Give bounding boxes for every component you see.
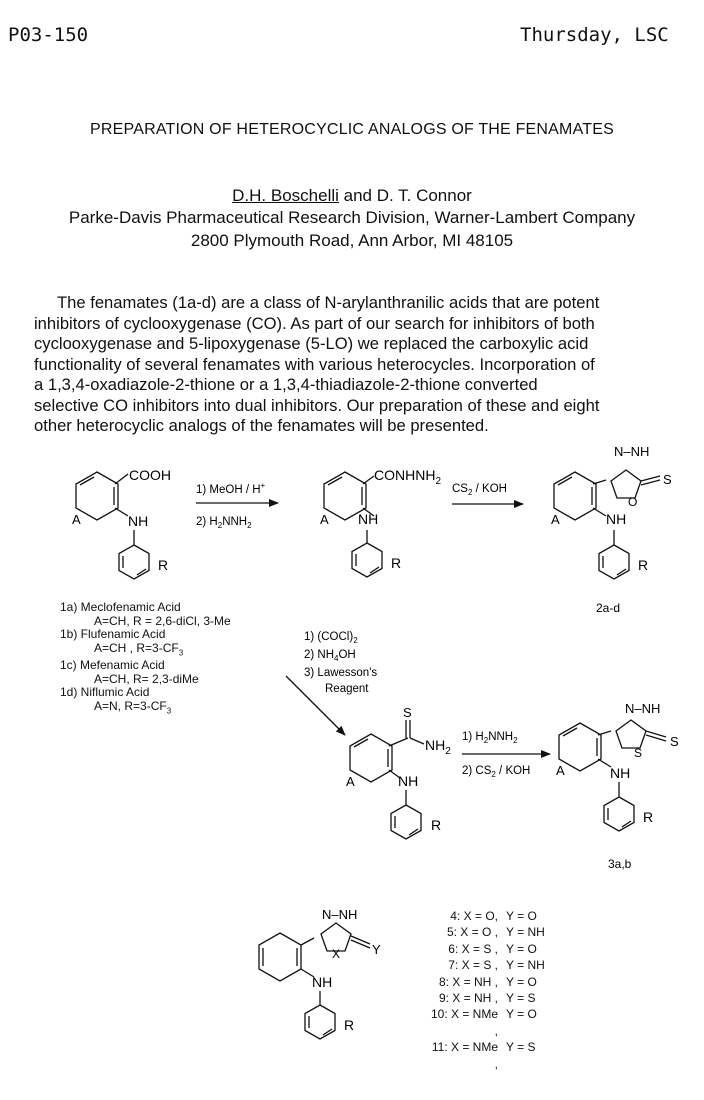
reagent-hydrazine: 1) $H_2NNH_2$ [462,731,518,745]
nh-label: NH [312,974,333,990]
compound-row [428,974,545,990]
a-label: A [72,512,81,527]
reagent-cs2: $CS_2$ / KOH [452,483,507,497]
nh-label: NH [610,765,631,781]
compound-y: Y = S [506,1040,536,1055]
r-label: R [158,557,169,573]
cooh-label: COOH [129,467,171,483]
compound-y: Y = S [506,991,536,1006]
x-label: X [332,947,341,961]
r-label: R [431,817,442,833]
o-label: O [628,495,638,509]
author-rest: and D. T. Connor [338,186,472,205]
affiliation-line: 2800 Plymouth Road, Ann Arbor, MI 48105 [190,231,514,250]
reagent-1: 1) MeOH / H+ [196,481,266,496]
reagent-2: 2) $H_2NNH_2$ [196,516,252,530]
compound-row [428,990,545,1006]
a-label: A [346,774,355,789]
structure-3-thiadiazolethione [556,701,679,871]
nh-label: NH [128,513,149,529]
compound-row [428,957,545,973]
compound-x: 8: X = NH , [438,974,498,989]
s-ring-label: S [634,746,643,760]
abstract-line: cyclooxygenase and 5-lipoxygenase (5-LO) we replaced the carboxylic acid [34,334,589,353]
n-nh-label: N–NH [614,444,650,459]
compound-y: Y = NH [506,925,545,940]
compound-x: 11: X = NMe , [431,1040,498,1071]
n-nh-label: N–NH [322,907,358,922]
nh-label: NH [398,773,419,789]
reagent-cs2-koh: 2) $CS_2$ / KOH [462,765,531,779]
a-label: A [556,763,565,778]
compound-row [428,924,545,940]
fenamate-list [60,601,231,718]
fenamate-name: 1c) Mefenamic Acid [60,658,165,673]
compound-y: Y = O [506,974,537,989]
a-label: A [320,512,329,527]
affiliation-line: Parke-Davis Pharmaceutical Research Division, Warner-Lambert Company [68,208,636,227]
session-info: Thursday, LSC [520,24,669,46]
r-label: R [344,1017,355,1033]
conhnh2-label: $CONHNH_2$ [374,467,442,487]
nh-label: NH [606,511,627,527]
compound-x: 6: X = S , [448,941,498,956]
fenamate-name: 1d) Niflumic Acid [60,685,150,700]
compound-list [428,908,545,1072]
structure-hydrazide [320,467,441,577]
s-label: S [670,734,679,749]
reagent-nh4oh: 2) $NH_4OH$ [304,649,356,663]
abstract-line: functionality of several fenamates with various heterocycles. Incorporation of [34,354,595,374]
structure-thioamide [346,705,451,839]
s-label: S [663,472,672,487]
compound-x: 9: X = NH , [438,991,498,1006]
reagent-lawesson: 3) Lawesson's [304,667,378,679]
r-label: R [391,555,402,571]
reagent-lawesson-2: Reagent [325,683,369,695]
compound-x: 4: X = O, [450,909,498,923]
compound-y: Y = O [506,941,537,956]
compound-x: 7: X = S , [448,958,498,973]
compound-y: Y = NH [506,958,545,973]
fenamate-detail: A=CH , $R=3-CF_3$ [94,640,184,657]
fenamate-detail: A=CH, R = 2,6-diCl, 3-Me [94,613,231,628]
compound-label-3ab: 3a,b [608,857,632,871]
structure-1-fenamate [72,467,171,579]
structure-2-oxadiazolethione [551,444,672,615]
compound-row [428,1039,545,1072]
compound-x: 10: X = NMe , [430,1007,498,1038]
compound-y: Y = O [506,909,537,923]
document-id: P03-150 [8,24,89,46]
nh-label: NH [358,511,379,527]
abstract-line: selective CO inhibitors into dual inhibitors. Our preparation of these and eight [34,395,600,415]
fenamate-name: 1b) Flufenamic Acid [60,627,166,641]
paper-title: PREPARATION OF HETEROCYCLIC ANALOGS OF THE FENAMATES [90,121,614,138]
abstract-line: inhibitors of cyclooxygenase (CO). As part of our search for inhibitors of both [34,313,595,333]
compound-row [428,941,545,957]
compound-label-2ad: 2a-d [596,601,621,615]
fenamate-detail: A=CH, R= 2,3-diMe [94,671,199,686]
abstract-line: a 1,3,4-oxadiazole-2-thione or a 1,3,4-thiadiazole-2-thione converted [34,375,538,394]
compound-y: Y = O [506,1007,537,1022]
fenamate-name: 1a) Meclofenamic Acid [60,600,181,614]
abstract-line: The fenamates (1a-d) are a class of N-arylanthranilic acids that are potent [57,293,600,312]
fenamate-detail: A=N, $R=3-CF_3$ [94,698,172,716]
compound-x: 5: X = O , [446,925,498,940]
compound-row [428,1006,545,1039]
author-presenting: D.H. Boschelli [232,186,339,205]
y-label: Y [372,942,381,957]
a-label: A [551,512,560,527]
s-label: S [403,705,412,720]
compound-row [428,908,545,924]
nh2-label: $NH_2$ [425,737,451,757]
r-label: R [638,557,649,573]
r-label: R [643,809,654,825]
n-nh-label: N–NH [625,701,661,716]
reagent-cocl2: 1) $(COCl)_2$ [304,631,358,645]
structure-general-heterocycle [259,907,381,1039]
abstract-line: other heterocyclic analogs of the fenamates will be presented. [34,416,489,435]
